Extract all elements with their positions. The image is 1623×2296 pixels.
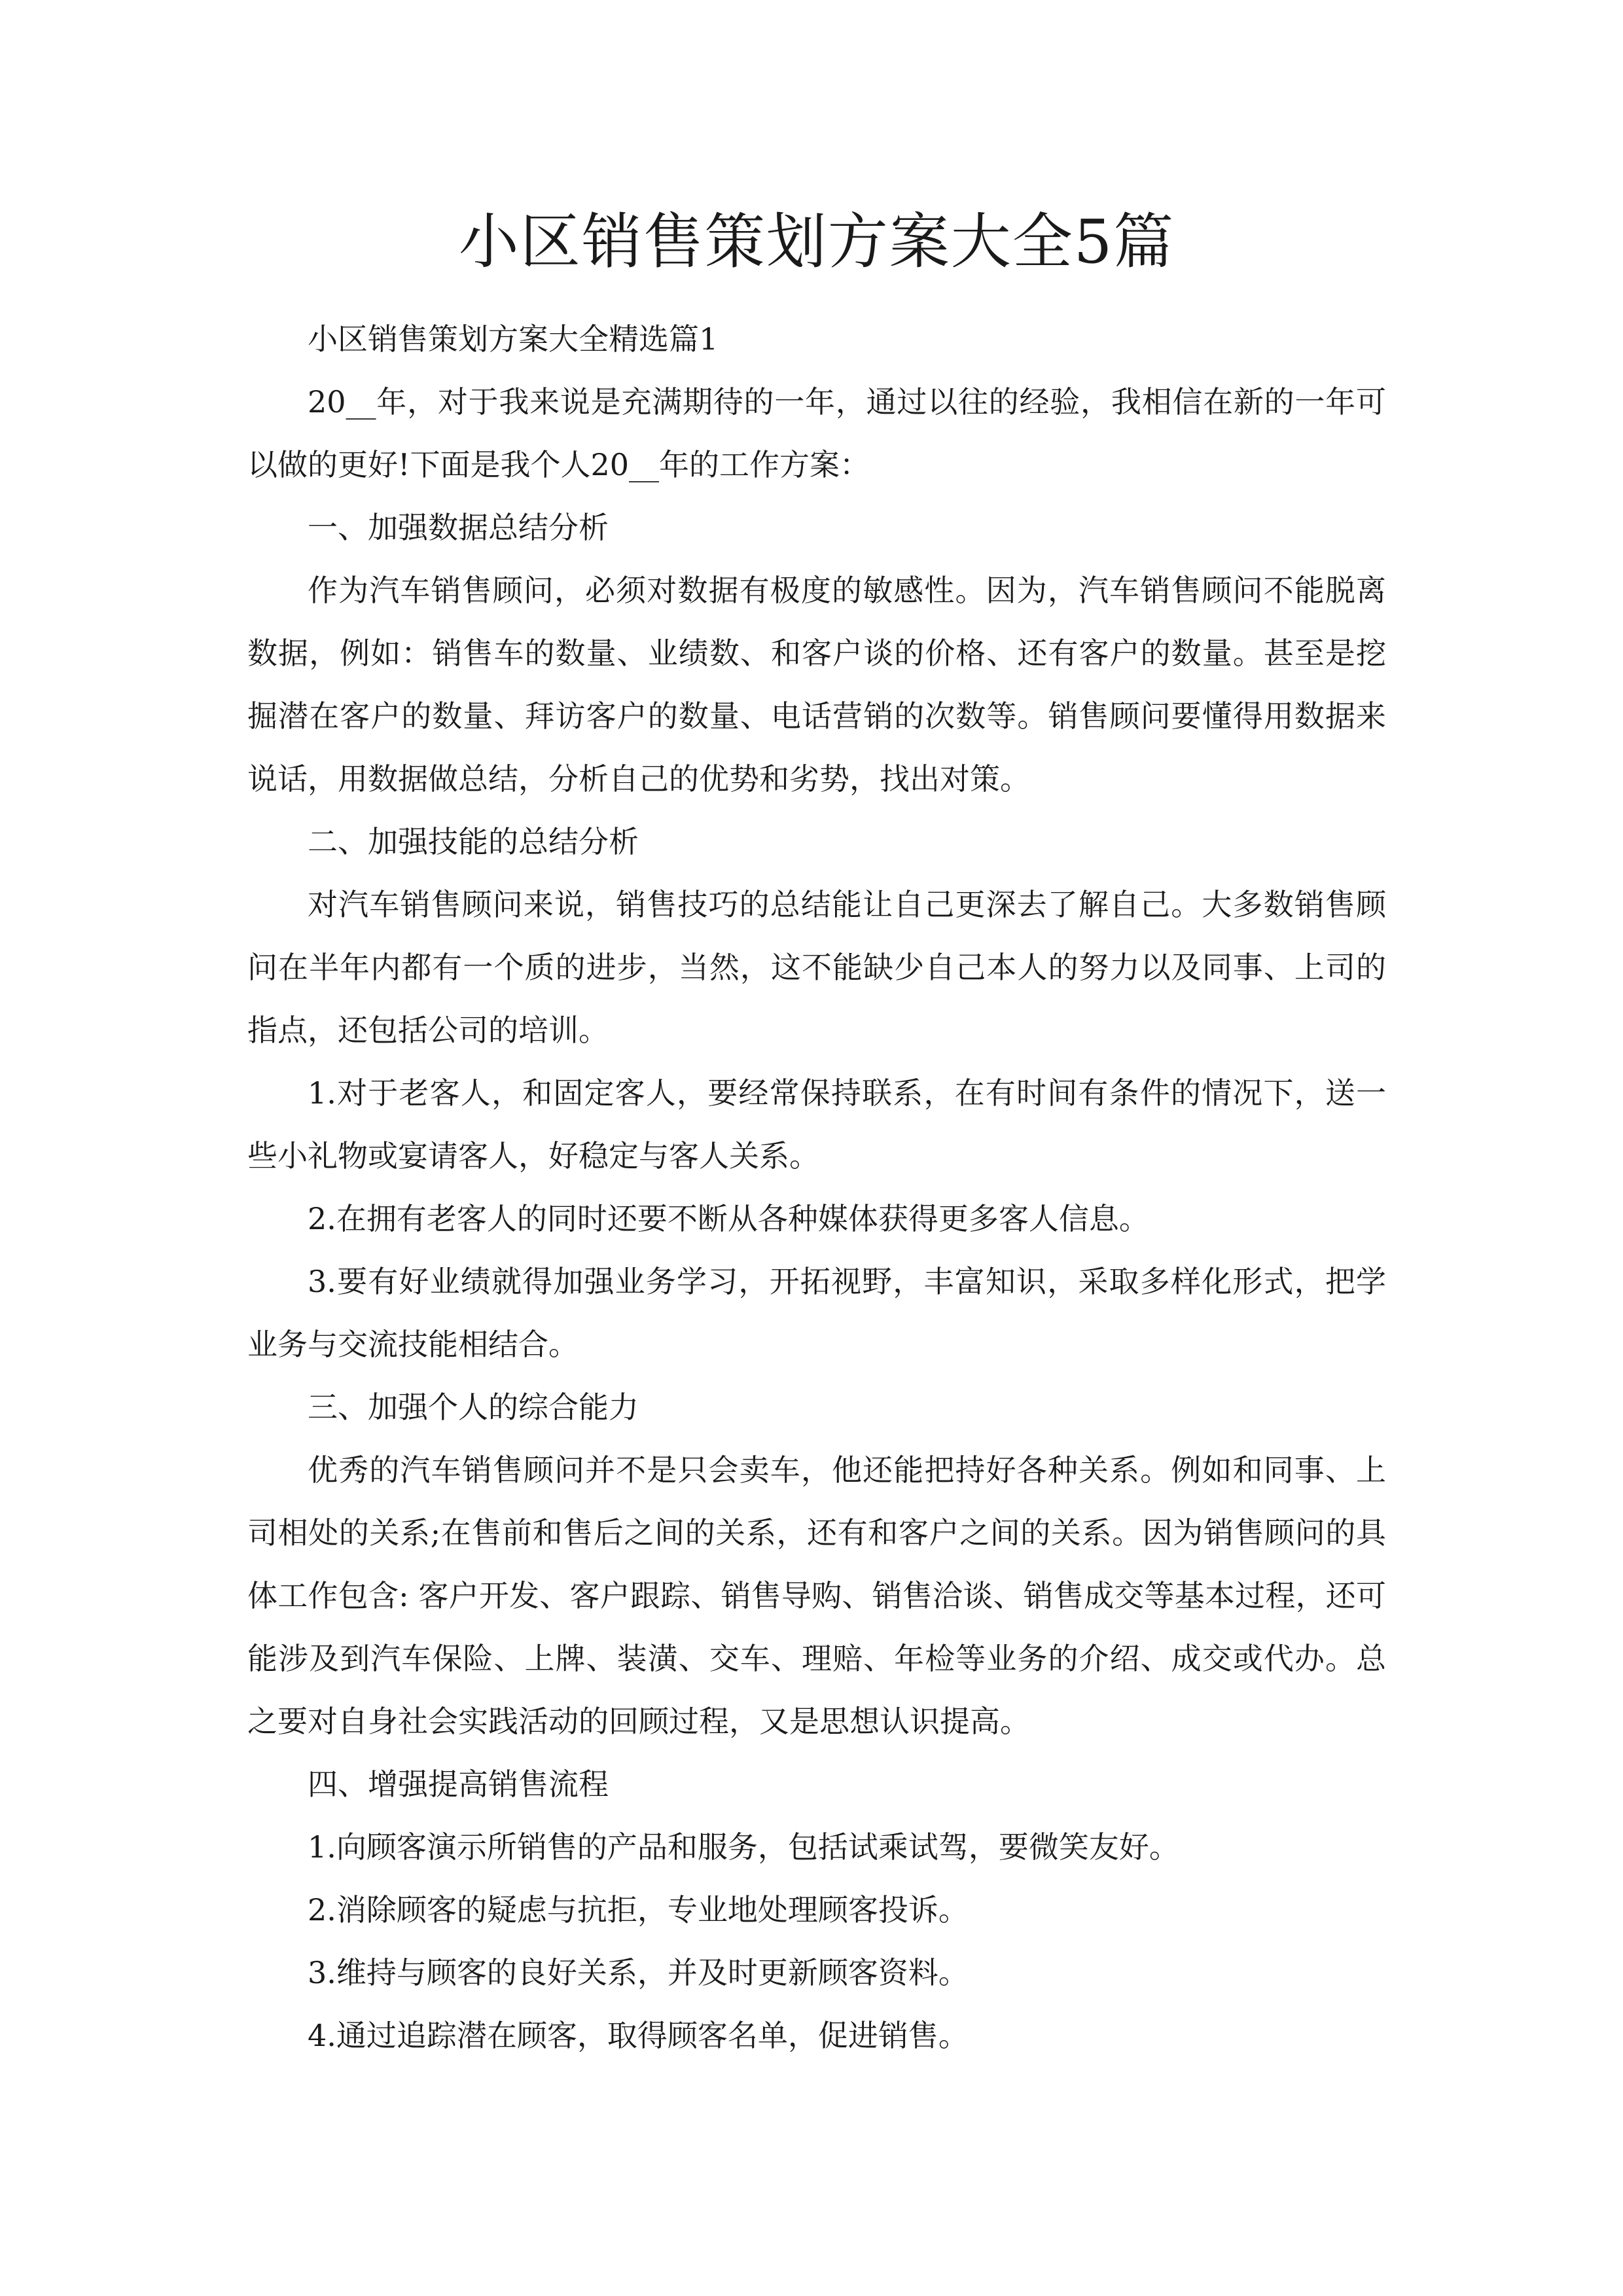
list-item: 1.向顾客演示所销售的产品和服务，包括试乘试驾，要微笑友好。 xyxy=(308,1829,1179,1865)
body-paragraph: 对汽车销售顾问来说，销售技巧的总结能让自己更深去了解自己。大多数销售顾问在半年内都有一个质的进步，当然，这不能缺少自己本人的努力以及同事、上司的指点，还包括公司的培训。 xyxy=(247,887,1386,1048)
list-item: 3.维持与顾客的良好关系，并及时更新顾客资料。 xyxy=(308,1955,969,1990)
body-paragraph: 作为汽车销售顾问，必须对数据有极度的敏感性。因为，汽车销售顾问不能脱离数据，例如：销售车的数量、业绩数、和客户谈的价格、还有客户的数量。甚至是挖掘潜在客户的数量、拜访客户的数量、电话营销的次数等。销售顾问要懂得用数据来说话，用数据做总结，分析自己的优势和劣势，找出对策。 xyxy=(247,573,1386,797)
section-subtitle: 小区销售策划方案大全精选篇1 xyxy=(308,321,719,357)
document-page xyxy=(247,196,1386,2067)
heading-four: 四、增强提高销售流程 xyxy=(308,1767,609,1802)
list-item: 2.消除顾客的疑虑与抗拒，专业地处理顾客投诉。 xyxy=(308,1892,969,1928)
list-item: 4.通过追踪潜在顾客，取得顾客名单，促进销售。 xyxy=(308,2018,969,2053)
list-item: 1.对于老客人，和固定客人，要经常保持联系，在有时间有条件的情况下，送一些小礼物或宴请客人，好稳定与客人关系。 xyxy=(247,1075,1386,1174)
list-item: 2.在拥有老客人的同时还要不断从各种媒体获得更多客人信息。 xyxy=(308,1201,1149,1236)
heading-three: 三、加强个人的综合能力 xyxy=(308,1390,639,1425)
heading-two: 二、加强技能的总结分析 xyxy=(308,824,639,859)
list-item: 3.要有好业绩就得加强业务学习，开拓视野，丰富知识，采取多样化形式，把学业务与交流技能相结合。 xyxy=(247,1264,1386,1362)
body-paragraph: 优秀的汽车销售顾问并不是只会卖车，他还能把持好各种关系。例如和同事、上司相处的关系;在售前和售后之间的关系，还有和客户之间的关系。因为销售顾问的具体工作包含: 客户开发、客户跟踪、销售导购、销售洽谈、销售成交等基本过程，还可能涉及到汽车保险、上牌、装潢、交车、理赔、年检等业务的介绍、成交或代办。总之要对自身社会实践活动的回顾过程，又是思想认识提高。 xyxy=(247,1452,1386,1739)
heading-one: 一、加强数据总结分析 xyxy=(308,510,609,545)
document-title: 小区销售策划方案大全5篇 xyxy=(458,207,1175,277)
intro-paragraph: 20__年，对于我来说是充满期待的一年，通过以往的经验，我相信在新的一年可以做的更好!下面是我个人20__年的工作方案： xyxy=(247,384,1386,482)
